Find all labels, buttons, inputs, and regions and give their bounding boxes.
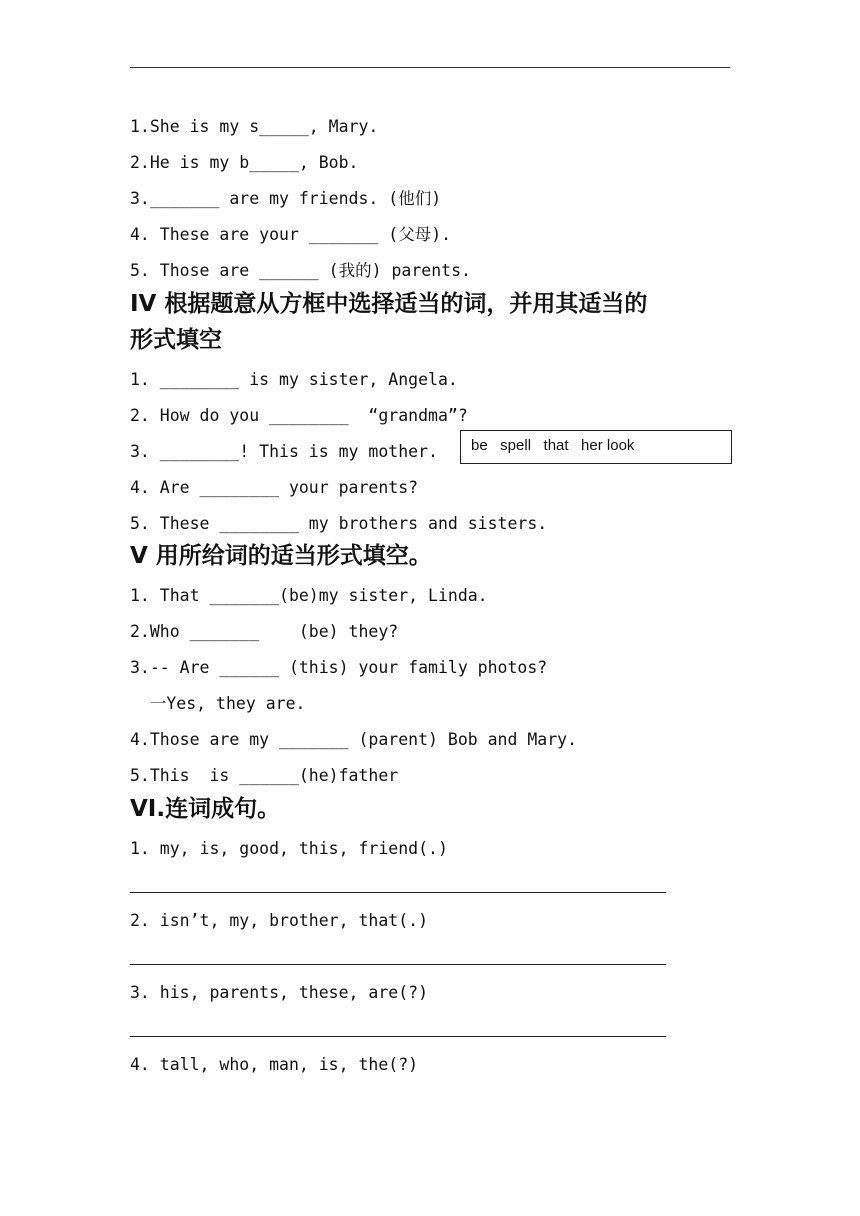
section-heading: IV 根据题意从方框中选择适当的词，并用其适当的 [130, 291, 648, 317]
exercise-item: 2.Who _______ (be) they? [130, 622, 399, 641]
word-bank-box: be spell that her look [460, 430, 732, 464]
exercise-item: 3. his, parents, these, are(?) [130, 983, 429, 1002]
exercise-item: 1. ________ is my sister, Angela. [130, 370, 458, 389]
answer-line [130, 1036, 666, 1037]
exercise-item: 4.Those are my _______ (parent) Bob and Mary. [130, 730, 578, 749]
exercise-item: 5. These ________ my brothers and sisters. [130, 514, 548, 533]
exercise-item: 3. ________! This is my mother. [130, 442, 438, 461]
section-heading: V 用所给词的适当形式填空。 [130, 543, 432, 569]
exercise-item: 1.She is my s_____, Mary. [130, 117, 379, 136]
exercise-item: 5.This is ______(he)father [130, 766, 399, 785]
exercise-item: 4. Are ________ your parents? [130, 478, 419, 497]
exercise-item: 5. Those are ______ (我的) parents. [130, 261, 471, 280]
exercise-item: 3.-- Are ______ (this) your family photos? [130, 658, 548, 677]
exercise-item: 2. How do you ________ “grandma”? [130, 406, 468, 425]
answer-line [130, 892, 666, 893]
exercise-item: 4. tall, who, man, is, the(?) [130, 1055, 419, 1074]
exercise-item: 4. These are your _______ (父母). [130, 225, 452, 244]
exercise-item: 2. isn’t, my, brother, that(.) [130, 911, 429, 930]
exercise-item: 3._______ are my friends. (他们) [130, 189, 442, 208]
exercise-item: 2.He is my b_____, Bob. [130, 153, 359, 172]
section-heading: VI.连词成句。 [130, 796, 281, 822]
exercise-item: 1. my, is, good, this, friend(.) [130, 839, 448, 858]
section-heading-continued: 形式填空 [130, 327, 222, 353]
exercise-item: 1. That _______(be)my sister, Linda. [130, 586, 488, 605]
answer-line [130, 964, 666, 965]
exercise-item-answer: 一Yes, they are. [130, 694, 306, 713]
header-rule [130, 67, 730, 68]
